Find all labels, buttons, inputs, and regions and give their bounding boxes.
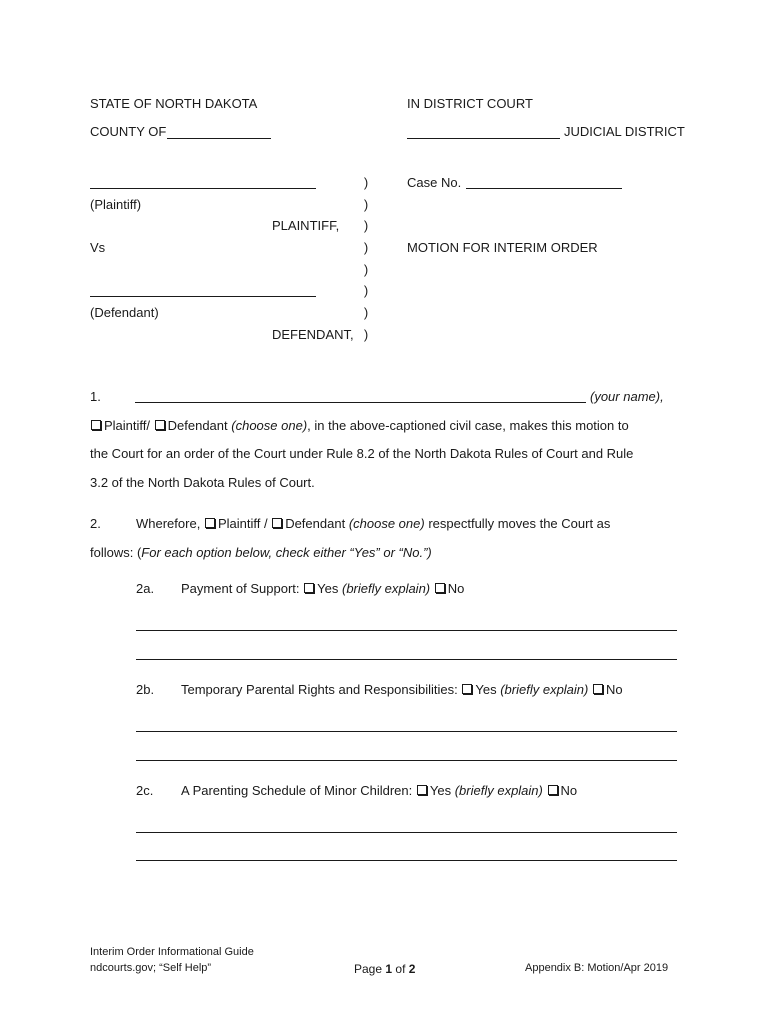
para2-line1 xyxy=(136,516,610,531)
briefly-explain-hint: (briefly explain) xyxy=(341,581,431,596)
item-number: 2b. xyxy=(136,682,155,697)
caption-paren: ) xyxy=(363,175,369,190)
no-label: No xyxy=(606,682,623,697)
item-2c-yes-checkbox[interactable] xyxy=(417,785,427,795)
caption-paren: ) xyxy=(363,305,369,320)
plaintiff-paren-label: (Plaintiff) xyxy=(90,197,142,212)
item-2c-no-checkbox[interactable] xyxy=(548,785,558,795)
item-2a-explain-line[interactable] xyxy=(136,659,677,660)
judicial-district-blank[interactable] xyxy=(407,138,560,139)
defendant-role-label: DEFENDANT, xyxy=(272,327,354,342)
briefly-explain-hint: (briefly explain) xyxy=(500,682,589,697)
caption-paren: ) xyxy=(363,283,369,298)
para1-plaintiff-label: Plaintiff/ xyxy=(104,418,151,433)
case-no-blank[interactable] xyxy=(466,188,622,189)
item-2b-explain-line[interactable] xyxy=(136,760,677,761)
page-total: 2 xyxy=(408,962,416,976)
state-heading: STATE OF NORTH DAKOTA xyxy=(90,96,258,111)
para2-wherefore: Wherefore, xyxy=(136,516,201,531)
para1-number: 1. xyxy=(90,389,101,404)
caption-paren: ) xyxy=(363,327,369,342)
footer-guide: Interim Order Informational Guide xyxy=(90,946,254,958)
item-2a-yes-checkbox[interactable] xyxy=(304,583,314,593)
para2-line2 xyxy=(90,545,432,560)
item-label: Payment of Support: xyxy=(181,581,300,596)
defendant-paren-label: (Defendant) xyxy=(90,305,159,320)
para1-line1-rest: , in the above-captioned civil case, makes this motion to xyxy=(307,418,629,433)
item-2b-no-checkbox[interactable] xyxy=(593,684,603,694)
yes-label: Yes xyxy=(475,682,497,697)
item-number: 2a. xyxy=(136,581,155,596)
plaintiff-role-label: PLAINTIFF, xyxy=(272,218,340,233)
yes-label: Yes xyxy=(317,581,339,596)
your-name-hint: (your name), xyxy=(590,389,664,404)
item-2a-explain-line[interactable] xyxy=(136,630,677,631)
para1-choose-one: (choose one) xyxy=(231,418,308,433)
item-2b-yes-checkbox[interactable] xyxy=(462,684,472,694)
no-label: No xyxy=(560,783,578,798)
page-current: 1 xyxy=(385,962,393,976)
para2-defendant-checkbox[interactable] xyxy=(272,518,282,528)
motion-title: MOTION FOR INTERIM ORDER xyxy=(407,240,598,255)
item-2c-row xyxy=(181,783,577,798)
para2-defendant-label: Defendant xyxy=(285,516,346,531)
judicial-district-label: JUDICIAL DISTRICT xyxy=(564,124,685,139)
footer-site: ndcourts.gov; “Self Help” xyxy=(90,962,212,974)
item-2a-no-checkbox[interactable] xyxy=(435,583,445,593)
caption-paren: ) xyxy=(363,240,369,255)
county-blank[interactable] xyxy=(167,138,271,139)
item-2a-row xyxy=(181,581,464,596)
item-label: A Parenting Schedule of Minor Children: xyxy=(181,783,413,798)
item-2b-explain-line[interactable] xyxy=(136,731,677,732)
briefly-explain-hint: (briefly explain) xyxy=(454,783,543,798)
para2-follows: follows: ( xyxy=(90,545,142,560)
item-2c-explain-line[interactable] xyxy=(136,860,677,861)
item-2c-explain-line[interactable] xyxy=(136,832,677,833)
para1-line2: the Court for an order of the Court under Rule 8.2 of the North Dakota Rules of Court and Rule xyxy=(90,446,634,461)
para1-defendant-label: Defendant xyxy=(167,418,228,433)
caption-paren: ) xyxy=(363,197,369,212)
para1-defendant-checkbox[interactable] xyxy=(155,420,165,430)
item-number: 2c. xyxy=(136,783,154,798)
item-2b-row xyxy=(181,682,623,697)
county-label: COUNTY OF xyxy=(90,124,167,139)
para2-number: 2. xyxy=(90,516,101,531)
para1-line1 xyxy=(90,418,629,433)
para2-plaintiff-label: Plaintiff / xyxy=(217,516,268,531)
caption-paren: ) xyxy=(363,262,369,277)
para2-instruction: For each option below, check either “Yes” or “No.”) xyxy=(141,545,432,560)
para2-choose-one: (choose one) xyxy=(348,516,425,531)
para2-plaintiff-checkbox[interactable] xyxy=(205,518,215,528)
case-no-label: Case No. xyxy=(407,175,462,190)
page-prefix: Page xyxy=(354,962,383,976)
para1-plaintiff-checkbox[interactable] xyxy=(91,420,101,430)
no-label: No xyxy=(447,581,465,596)
defendant-name-blank[interactable] xyxy=(90,296,316,297)
caption-paren: ) xyxy=(363,218,369,233)
footer-appendix: Appendix B: Motion/Apr 2019 xyxy=(525,962,669,974)
para1-line3: 3.2 of the North Dakota Rules of Court. xyxy=(90,475,315,490)
page-of: of xyxy=(395,962,406,976)
your-name-blank[interactable] xyxy=(135,402,586,403)
yes-label: Yes xyxy=(429,783,452,798)
item-label: Temporary Parental Rights and Responsibilities: xyxy=(181,682,458,697)
para2-rest: respectfully moves the Court as xyxy=(428,516,611,531)
plaintiff-name-blank[interactable] xyxy=(90,188,316,189)
footer-page xyxy=(354,962,415,976)
vs-label: Vs xyxy=(90,240,106,255)
court-heading: IN DISTRICT COURT xyxy=(407,96,533,111)
